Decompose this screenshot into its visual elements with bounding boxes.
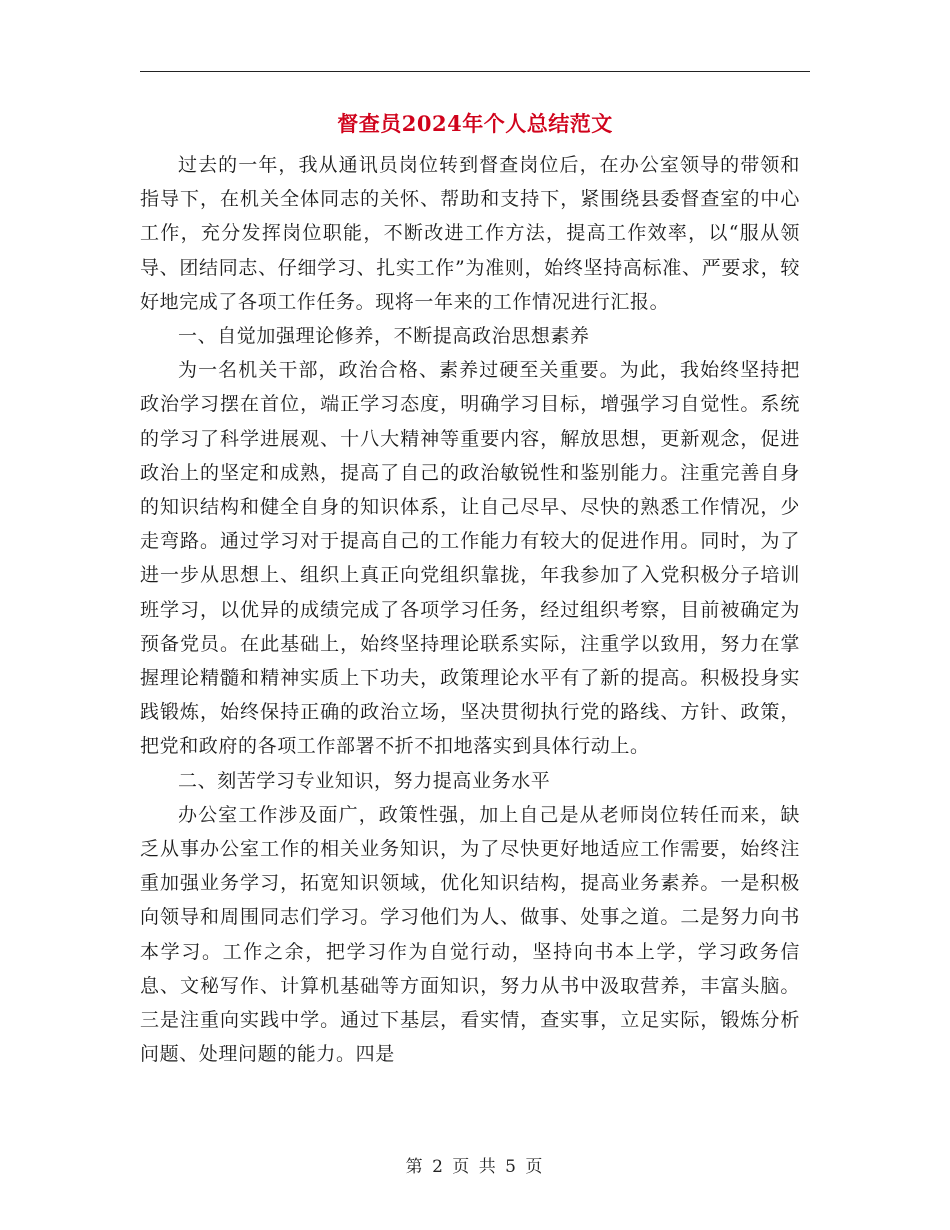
paragraph-intro: 过去的一年，我从通讯员岗位转到督查岗位后，在办公室领导的带领和指导下，在机关全体同志的关怀、帮助和支持下，紧围绕县委督查室的中心工作，充分发挥岗位职能，不断改进工作方法，提高工作效率，以“服从领导、团结同志、仔细学习、扎实工作”为准则，始终坚持高标准、严要求，较好地完成了各项工作任务。现将一年来的工作情况进行汇报。 (140, 154, 800, 313)
paragraph-section-2: 办公室工作涉及面广，政策性强，加上自己是从老师岗位转任而来，缺乏从事办公室工作的相关业务知识，为了尽快更好地适应工作需要，始终注重加强业务学习，拓宽知识领域，优化知识结构，提高业务素养。一是积极向领导和周围同志们学习。学习他们为人、做事、处事之道。二是努力向书本学习。工作之余，把学习作为自觉行动，坚持向书本上学，学习政务信息、文秘写作、计算机基础等方面知识，努力从书中汲取营养，丰富头脑。三是注重向实践中学。通过下基层，看实情，查实事，立足实际，锻炼分析问题、处理问题的能力。四是 (140, 803, 800, 1066)
section-heading-1: 一、自觉加强理论修养，不断提高政治思想素养 (178, 325, 590, 348)
section-heading-2: 二、刻苦学习专业知识，努力提高业务水平 (178, 769, 551, 792)
paragraph-section-1: 为一名机关干部，政治合格、素养过硬至关重要。为此，我始终坚持把政治学习摆在首位，端正学习态度，明确学习目标，增强学习自觉性。系统的学习了科学进展观、十八大精神等重要内容，解放思想，更新观念，促进政治上的坚定和成熟，提高了自己的政治敏锐性和鉴别能力。注重完善自身的知识结构和健全自身的知识体系，让自己尽早、尽快的熟悉工作情况，少走弯路。通过学习对于提高自己的工作能力有较大的促进作用。同时，为了进一步从思想上、组织上真正向党组织靠拢，年我参加了入党积极分子培训班学习，以优异的成绩完成了各项学习任务，经过组织考察，目前被确定为预备党员。在此基础上，始终坚持理论联系实际，注重学以致用，努力在掌握理论精髓和精神实质上下功夫，政策理论水平有了新的提高。积极投身实践锻炼，始终保持正确的政治立场，坚决贯彻执行党的路线、方针、政策，把党和政府的各项工作部署不折不扣地落实到具体行动上。 (140, 359, 800, 758)
document-body (140, 148, 800, 1071)
header-rule (140, 71, 810, 72)
page-number: 第 2 页 共 5 页 (405, 1157, 545, 1177)
document-title: 督查员2024年个人总结范文 (337, 111, 613, 136)
